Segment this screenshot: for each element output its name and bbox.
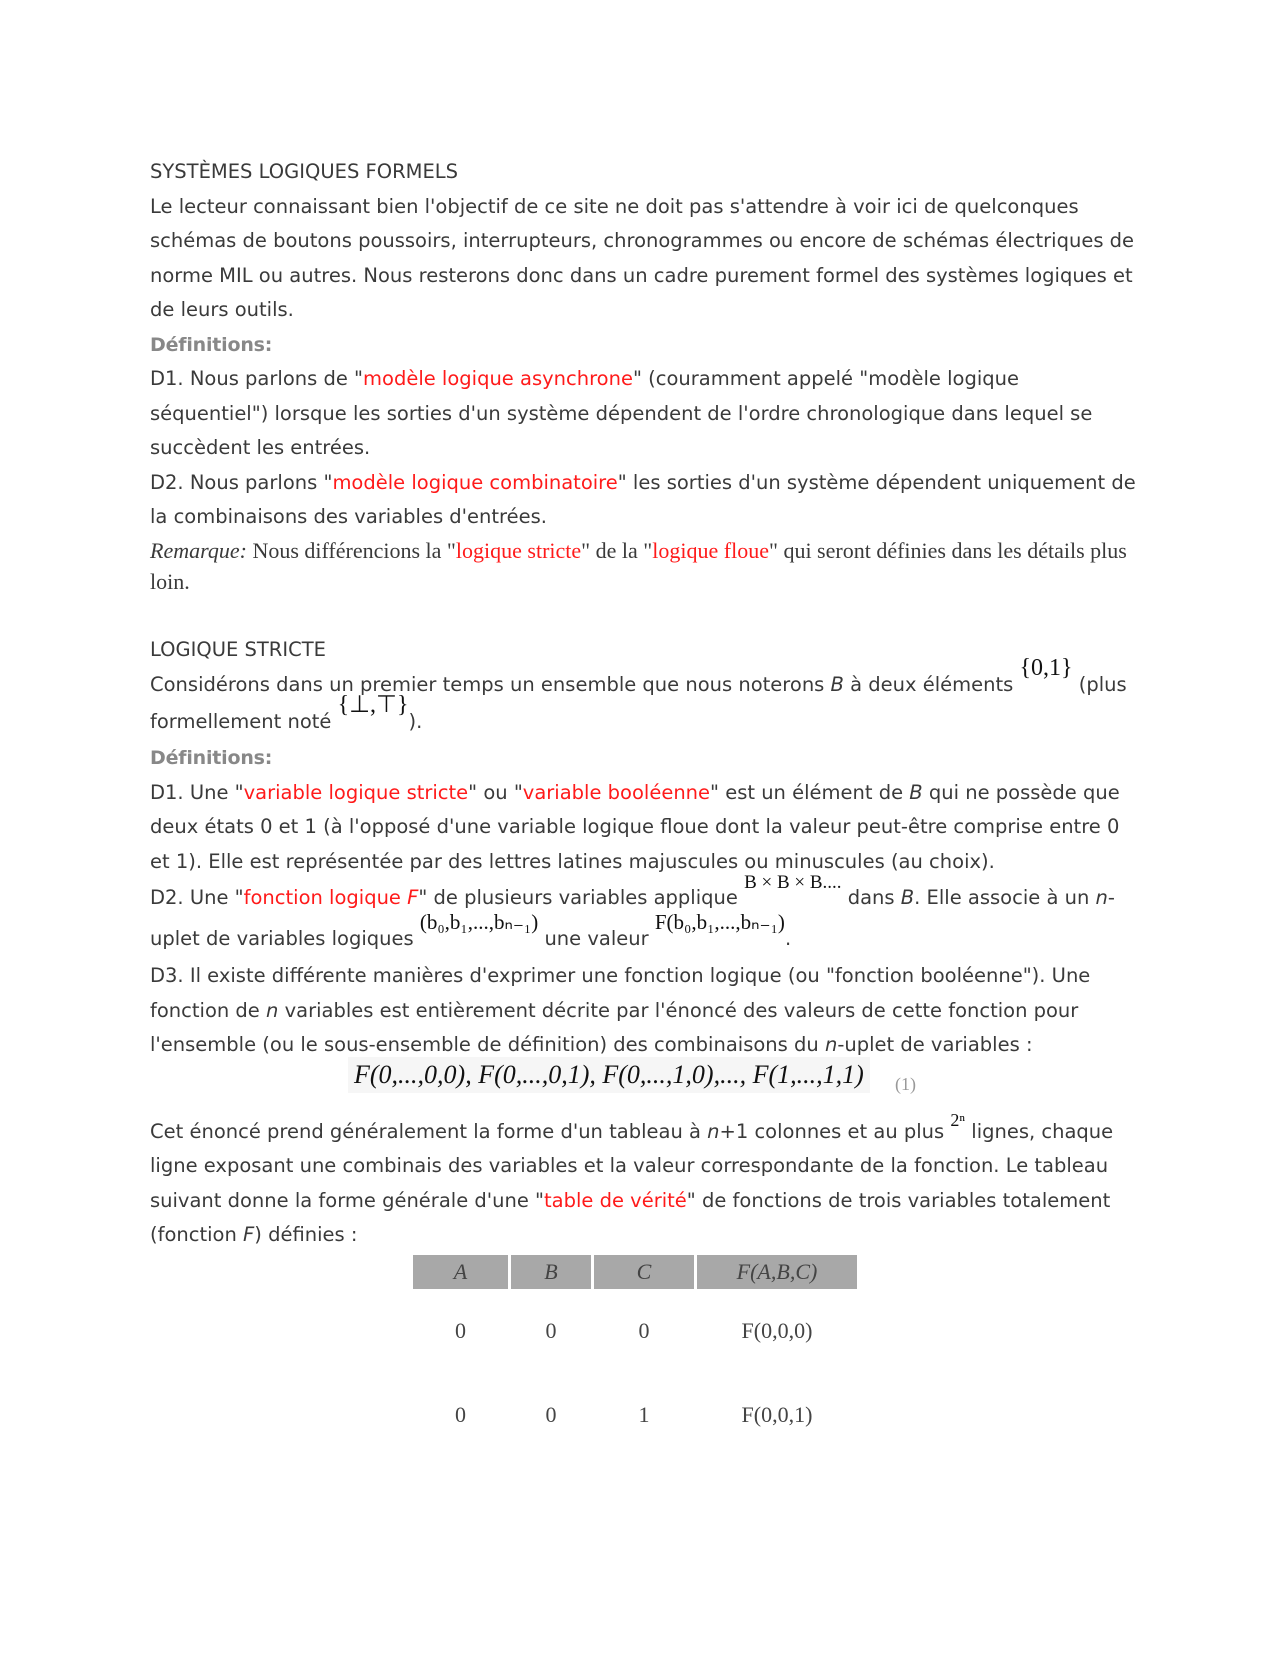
set-intro2: à deux éléments <box>843 673 1020 696</box>
after-text4: " de fonctions de trois variables totalement (fonction <box>150 1188 1111 1246</box>
d1b-suffix1: " est un élément de <box>710 780 910 804</box>
intro-paragraph: Le lecteur connaissant bien l'objectif de ce site ne doit pas s'attendre à voir ici de quelconques schémas de boutons poussoirs, interrupteurs, chronogrammes ou encore de schémas électriques de norme MIL ou autres. Nous resterons donc dans un cadre purement formel des systèmes logiques et de leurs outils. <box>150 194 1135 321</box>
remark-text2: " de la " <box>581 537 653 563</box>
remark-label: Remarque: <box>150 537 247 563</box>
d2f-text2: dans <box>841 886 901 909</box>
set-intro4: ). <box>408 710 423 733</box>
d3-text1: D3. Il existe différente manières d'exprimer une fonction logique (ou "fonction booléenne"). Une fonction de <box>150 964 1091 1022</box>
table-cell: 0 <box>455 1318 466 1343</box>
set-intro1: Considérons dans un premier temps un ensemble que nous noterons <box>150 673 831 696</box>
d2f-n: n <box>1095 886 1108 909</box>
table-cell: 1 <box>638 1402 650 1427</box>
d2f-text6: . <box>784 927 792 950</box>
truth-table-header-row <box>413 1255 857 1289</box>
definition-d2 <box>150 466 1140 535</box>
term-boolean-variable: variable booléenne <box>522 780 711 804</box>
definitions-heading: Définitions: <box>150 333 273 356</box>
term-logic-function-text: fonction logique <box>243 886 408 909</box>
header-f: F(A,B,C) <box>697 1255 857 1289</box>
set-formal-formula: {⊥,⊤} <box>337 692 409 718</box>
table-row <box>413 1289 857 1373</box>
d3-text3: -uplet de variables : <box>837 1033 1033 1056</box>
formula-block <box>150 1059 1140 1115</box>
set-paragraph <box>150 655 1140 741</box>
remark-text3: " qui seront définies dans les détails plus loin. <box>150 537 1127 594</box>
d1b-set: B <box>909 780 923 804</box>
section-title-formal-systems: SYSTÈMES LOGIQUES FORMELS <box>150 160 459 183</box>
value-formula: F(b₀,b₁,...,bₙ₋₁) <box>654 910 785 934</box>
set-intro3: (plus formellement noté <box>150 673 1127 733</box>
definition-d3 <box>150 959 1140 1063</box>
d1-prefix: D1. Nous parlons de " <box>150 367 364 390</box>
term-logic-function-var: F <box>407 886 419 909</box>
remark-paragraph <box>150 535 1140 597</box>
table-row <box>413 1373 857 1457</box>
power-formula: 2ⁿ <box>950 1109 966 1130</box>
tuple-formula: (b₀,b₁,...,bₙ₋₁) <box>419 910 539 934</box>
d2f-text3: . Elle associe à un <box>914 886 1096 909</box>
header-b: B <box>511 1255 591 1289</box>
d2f-text5: une valeur <box>538 927 655 950</box>
d2-prefix: D2. Nous parlons " <box>150 470 333 494</box>
d1b-prefix: D1. Une " <box>150 780 244 804</box>
after-text1: Cet énoncé prend généralement la forme d'un tableau à <box>150 1119 708 1143</box>
header-c: C <box>594 1255 694 1289</box>
set-elements-formula: {0,1} <box>1019 655 1073 681</box>
set-name: B <box>830 673 844 696</box>
section-title-strict-logic: LOGIQUE STRICTE <box>150 637 326 661</box>
definition-d1 <box>150 362 1140 466</box>
after-n: n <box>707 1119 720 1143</box>
d2-suffix: " les sorties d'un système dépendent uniquement de la combinaisons des variables d'entrées. <box>150 470 1136 528</box>
d2f-prefix: D2. Une " <box>150 886 244 909</box>
table-cell: F(0,0,1) <box>741 1402 813 1427</box>
truth-table <box>410 1255 860 1457</box>
enumeration-formula: F(0,...,0,0), F(0,...,0,1), F(0,...,1,0),..., F(1,...,1,1) <box>348 1057 870 1093</box>
product-formula: B × B × B.... <box>744 872 842 893</box>
after-text5: ) définies : <box>254 1223 358 1246</box>
d3-n: n <box>266 998 279 1022</box>
term-logic-function <box>244 886 419 909</box>
after-text2: +1 colonnes et au plus <box>719 1119 951 1143</box>
d3-text2: variables est entièrement décrite par l'énoncé des valeurs de cette fonction pour l'ensemble (ou le sous-ensemble de définition) des combinaisons du <box>150 998 1079 1056</box>
header-a: A <box>413 1255 508 1289</box>
table-intro-paragraph <box>150 1109 1140 1253</box>
term-strict-logic: logique stricte <box>455 537 582 563</box>
table-cell: 0 <box>545 1402 557 1427</box>
term-asynchronous-model: modèle logique asynchrone <box>363 367 633 390</box>
d1b-mid: " ou " <box>468 780 523 804</box>
term-fuzzy-logic: logique floue <box>652 537 769 563</box>
term-strict-variable: variable logique stricte <box>243 780 469 804</box>
definition-d2-function <box>150 872 1140 959</box>
d2f-set: B <box>900 886 915 909</box>
formula-number: (1) <box>895 1073 916 1094</box>
term-combinatorial-model: modèle logique combinatoire <box>332 470 618 494</box>
document-page <box>150 155 1140 1253</box>
d2f-text4: -uplet de variables logiques <box>150 886 1115 950</box>
after-f: F <box>243 1223 255 1246</box>
term-truth-table: table de vérité <box>544 1188 687 1212</box>
d1-suffix: " (couramment appelé "modèle logique séquentiel") lorsque les sorties d'un système dépendent de l'ordre chronologique dans lequel se succèdent les entrées. <box>150 367 1093 459</box>
after-text3: lignes, chaque ligne exposant une combinais des variables et la valeur correspondante de la fonction. Le tableau suivant donne la forme générale d'une " <box>150 1119 1114 1212</box>
definition-d1-boolean <box>150 776 1140 880</box>
table-cell: F(0,0,0) <box>741 1318 813 1343</box>
table-cell: 0 <box>545 1318 557 1343</box>
d2f-text1: " de plusieurs variables applique <box>418 886 745 909</box>
definitions-heading-2: Définitions: <box>150 747 273 769</box>
table-cell: 0 <box>455 1402 466 1427</box>
table-cell: 0 <box>638 1318 650 1343</box>
d1b-suffix2: qui ne possède que deux états 0 et 1 (à l'opposé d'une variable logique floue dont la valeur peut-être comprise entre 0 et 1). Elle est représentée par des lettres latines majuscules ou minuscules (au choix). <box>150 780 1120 873</box>
d3-n2: n <box>824 1033 838 1056</box>
remark-text1: Nous différencions la " <box>246 537 456 563</box>
